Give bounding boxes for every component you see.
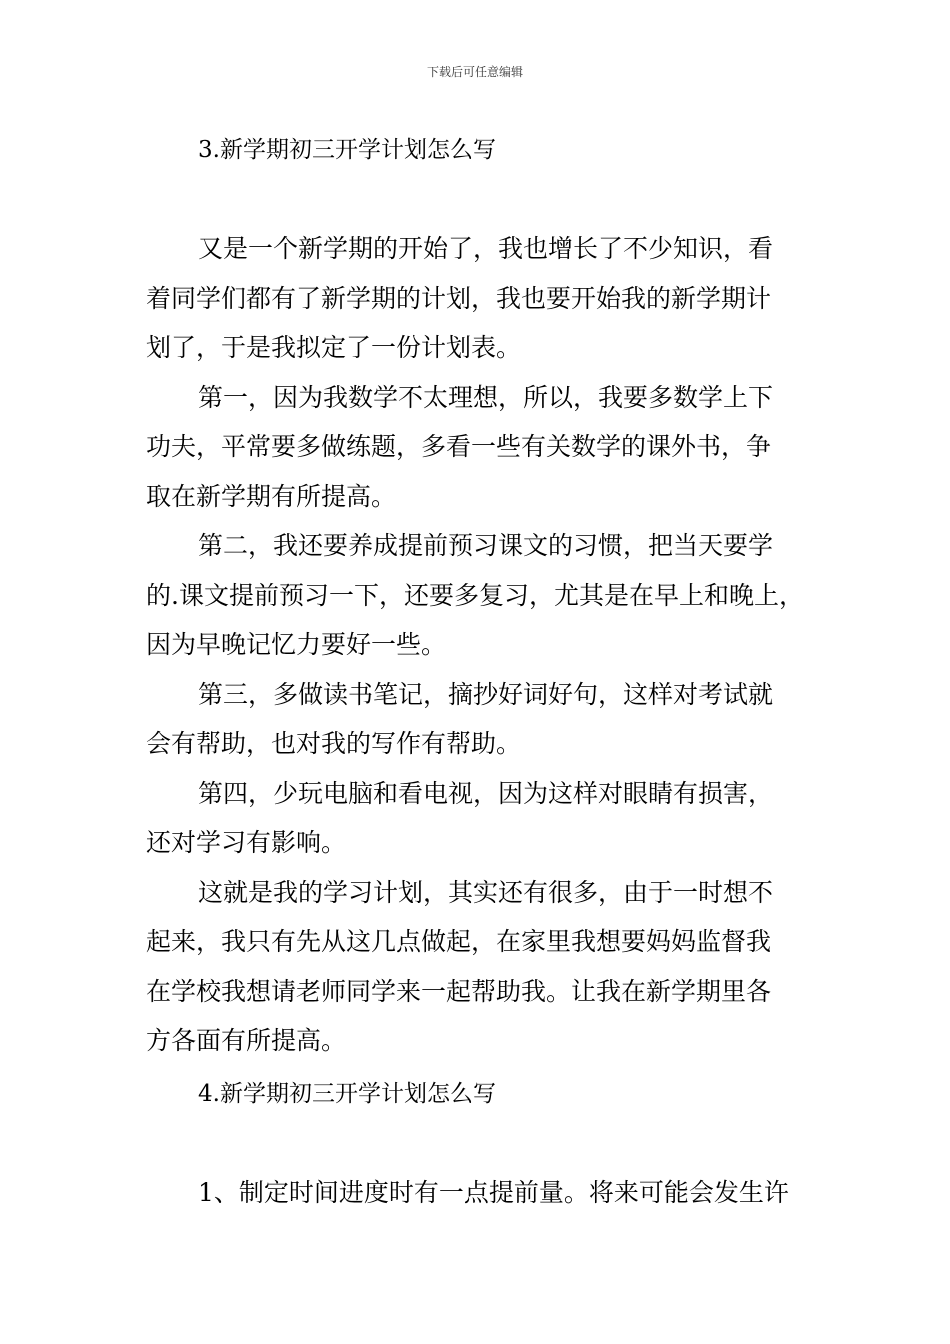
paragraph-line: 在学校我想请老师同学来一起帮助我。让我在新学期里各 [146, 977, 772, 1006]
paragraph-line: 1、制定时间进度时有一点提前量。将来可能会发生许 [198, 1178, 789, 1207]
paragraph-line: 方各面有所提高。 [146, 1026, 347, 1055]
section-heading-4: 4.新学期初三开学计划怎么写 [198, 1081, 496, 1107]
page-header: 下载后可任意编辑 [426, 65, 523, 79]
paragraph-line: 还对学习有影响。 [146, 828, 347, 857]
paragraph-line: 的.课文提前预习一下，还要多复习，尤其是在早上和晚上， [146, 581, 804, 610]
paragraph-line: 第二，我还要养成提前预习课文的习惯，把当天要学 [198, 531, 774, 560]
paragraph-line: 第一，因为我数学不太理想，所以，我要多数学上下 [198, 383, 774, 412]
paragraph-line: 功夫，平常要多做练题，多看一些有关数学的课外书，争 [146, 432, 772, 461]
paragraph-line: 起来，我只有先从这几点做起，在家里我想要妈妈监督我 [146, 927, 772, 956]
paragraph-line: 划了，于是我拟定了一份计划表。 [146, 333, 522, 362]
paragraph-line: 这就是我的学习计划，其实还有很多，由于一时想不 [198, 878, 774, 907]
paragraph-line: 着同学们都有了新学期的计划，我也要开始我的新学期计 [146, 284, 772, 313]
paragraph-line: 取在新学期有所提高。 [146, 482, 397, 511]
paragraph-line: 第三，多做读书笔记，摘抄好词好句，这样对考试就 [198, 680, 774, 709]
paragraph-line: 因为早晚记忆力要好一些。 [146, 630, 447, 659]
section-heading-3: 3.新学期初三开学计划怎么写 [198, 137, 496, 163]
paragraph-line: 会有帮助，也对我的写作有帮助。 [146, 729, 522, 758]
paragraph-line: 第四，少玩电脑和看电视，因为这样对眼睛有损害， [198, 779, 774, 808]
paragraph-line: 又是一个新学期的开始了，我也增长了不少知识，看 [198, 234, 774, 263]
